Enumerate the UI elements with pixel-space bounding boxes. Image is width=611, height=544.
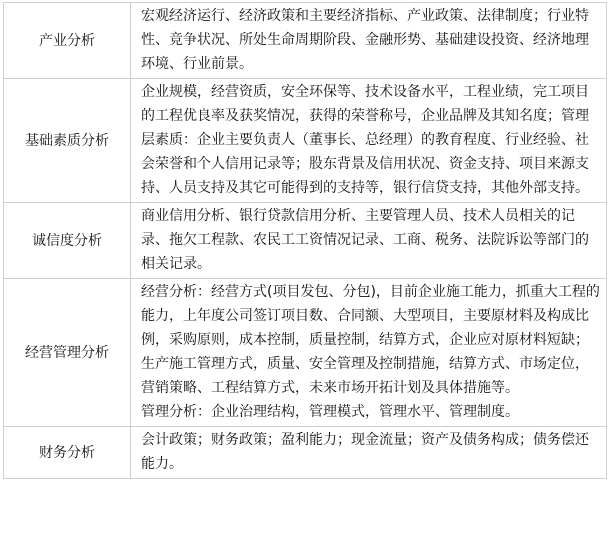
content-paragraph: 企业规模，经营资质，安全环保等、技术设备水平，工程业绩，完工项目的工程优良率及获奖情况，获得的荣誉称号，企业品牌及其知名度；管理层素质：企业主要负责人（董事长、总经理）的教育程度、行业经验、社会荣誉和个人信用记录等；股东背景及信用状况、资金支持、项目来源支持、人员支持及其它可能得到的支持等，银行信贷支持，其他外部支持。 [141,84,589,196]
content-paragraph-operation: 经营分析：经营方式(项目发包、分包)，目前企业施工能力，抓重大工程的能力，上年度公司签订项目数、合同额、大型项目，主要原材料及构成比例，采购原则，成本控制，质量控制，结算方式，企业应对原材料短缺；生产施工管理方式，质量、安全管理及控制措施，结算方式、市场定位，营销策略、工程结算方式，未来市场开拓计划及具体措施等。 [141,284,600,396]
table-row-basic-quality-analysis [4,79,607,203]
row-content-basic-quality-analysis [131,79,607,203]
row-label-integrity-analysis: 诚信度分析 [4,203,131,279]
content-paragraph-management: 管理分析：企业治理结构，管理模式，管理水平、管理制度。 [141,404,519,420]
row-label-operation-management-analysis: 经营管理分析 [4,279,131,427]
content-paragraph: 商业信用分析、银行贷款信用分析、主要管理人员、技术人员相关的记录、拖欠工程款、农民工工资情况记录、工商、税务、法院诉讼等部门的相关记录。 [141,208,589,272]
row-label-basic-quality-analysis: 基础素质分析 [4,79,131,203]
analysis-table [3,2,607,479]
row-label-industry-analysis: 产业分析 [4,3,131,79]
row-content-financial-analysis [131,427,607,479]
content-paragraph: 宏观经济运行、经济政策和主要经济指标、产业政策、法律制度；行业特性、竞争状况、所处生命周期阶段、金融形势、基础建设投资、经济地理环境、行业前景。 [141,8,589,72]
table-row-integrity-analysis [4,203,607,279]
table-row-operation-management-analysis [4,279,607,427]
row-content-integrity-analysis [131,203,607,279]
row-content-industry-analysis [131,3,607,79]
content-paragraph: 会计政策；财务政策；盈利能力；现金流量；资产及债务构成；债务偿还能力。 [141,432,589,472]
table-row-financial-analysis [4,427,607,479]
table-row-industry-analysis [4,3,607,79]
row-label-financial-analysis: 财务分析 [4,427,131,479]
row-content-operation-management-analysis [131,279,607,427]
